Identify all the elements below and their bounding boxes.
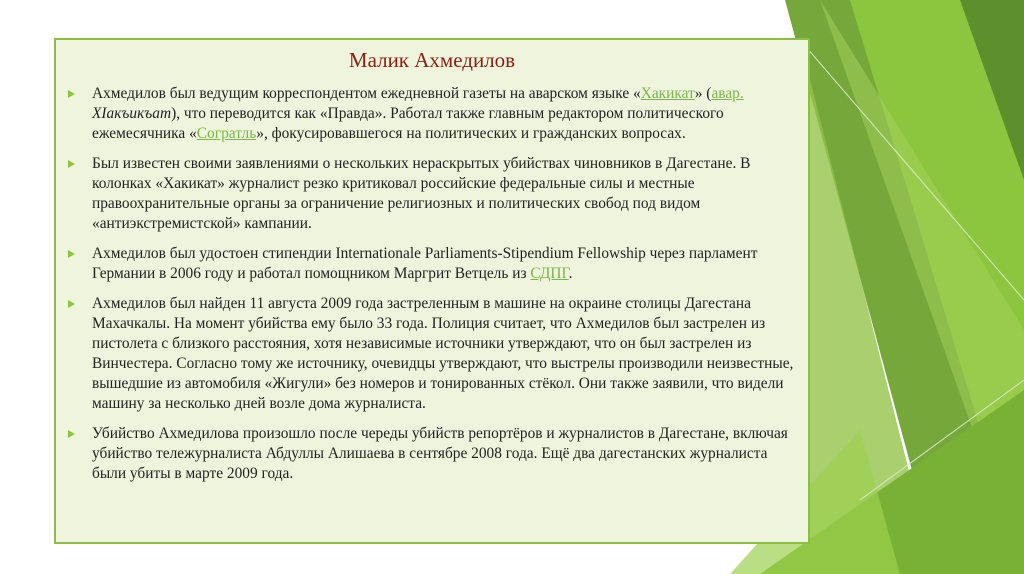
list-item: Ахмедилов был удостоен стипендии Internationale Parliaments-Stipendium Fellowship через парламент Германии в 2006 году и работал помощником Маргрит Ветцель из СДПГ. (66, 244, 794, 284)
list-item: Убийство Ахмедилова произошло после череды убийств репортёров и журналистов в Дагестане, включая убийство тележурналиста Абдуллы Алишаева в сентябре 2008 года. Ещё два дагестанских журналиста были убиты в марте 2009 года. (66, 424, 794, 484)
triangle-bullet-icon (68, 250, 75, 258)
triangle-bullet-icon (68, 300, 75, 308)
bullet-list (66, 84, 794, 494)
triangle-bullet-icon (68, 430, 75, 438)
avar-name: ХIакъикъат (92, 105, 172, 122)
content-panel (54, 38, 810, 544)
triangle-bullet-icon (68, 160, 75, 168)
sogratl-link[interactable]: Согратль (196, 125, 257, 142)
triangle-bullet-icon (68, 90, 75, 98)
avar-link[interactable]: авар. (711, 85, 744, 102)
slide-title: Малик Ахмедилов (348, 48, 516, 72)
hakikat-link[interactable]: Хакикат (640, 85, 695, 102)
sdpg-link[interactable]: СДПГ (530, 265, 569, 282)
list-item: Ахмедилов был ведущим корреспондентом ежедневной газеты на аварском языке «Хакикат» (авар. ХIакъикъат), что переводится как «Правда». Работал также главным редактором политического ежемесячника «Согратль», фокусировавшегося на политических и гражданских вопросах. (66, 84, 794, 144)
list-item: Ахмедилов был найден 11 августа 2009 года застреленным в машине на окраине столицы Дагестана Махачкалы. На момент убийства ему было 33 года. Полиция считает, что Ахмедилов был застрелен из пистолета с близкого расстояния, хотя независимые источники утверждают, что он был застрелен из Винчестера. Согласно тому же источнику, очевидцы утверждают, что выстрелы производили неизвестные, вышедшие из автомобиля «Жигули» без номеров и тонированных стёкол. Они также заявили, что видели машину за несколько дней возле дома журналиста. (66, 294, 794, 414)
list-item: Был известен своими заявлениями о нескольких нераскрытых убийствах чиновников в Дагестане. В колонках «Хакикат» журналист резко критиковал российские федеральные силы и местные правоохранительные органы за ограничение религиозных и политических свобод под видом «антиэкстремистской» кампании. (66, 154, 794, 234)
